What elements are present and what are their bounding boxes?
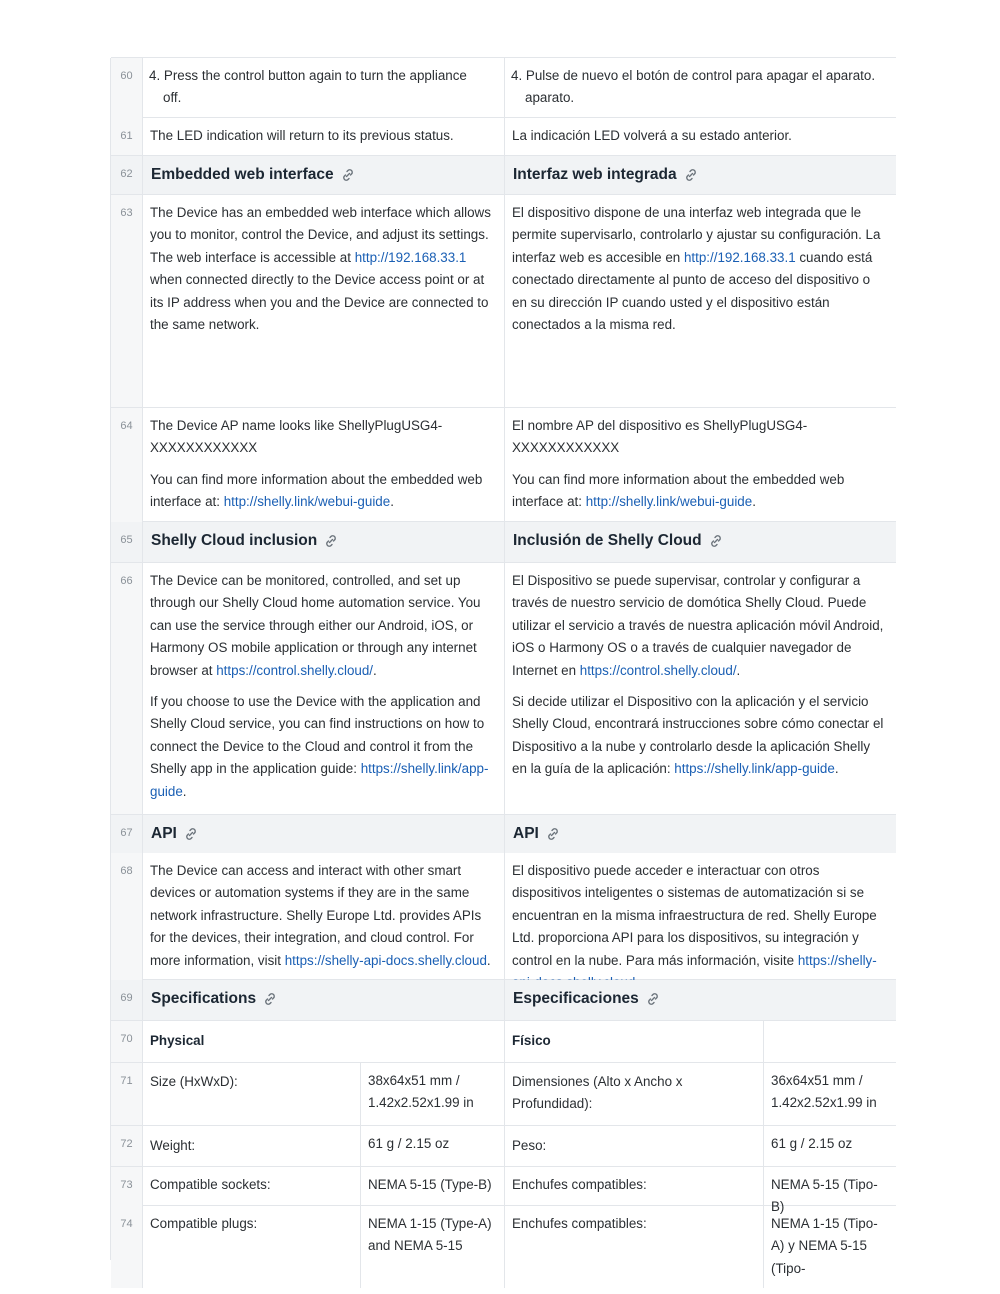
app-guide-link[interactable]: https://shelly.link/app-guide	[150, 761, 489, 799]
target-cell	[504, 156, 896, 194]
target-value-cell	[763, 1021, 896, 1062]
translation-table	[110, 58, 896, 1276]
source-cell	[142, 980, 504, 1020]
list-item-text: off.	[163, 90, 182, 106]
section-heading: Inclusión de Shelly Cloud	[513, 530, 724, 552]
row-number: 68	[111, 853, 142, 1002]
target-value-cell: 61 g / 2.15 oz	[763, 1126, 896, 1166]
row-number: 63	[111, 195, 142, 407]
row-number: 66	[111, 563, 142, 814]
row-number: 69	[111, 980, 142, 1020]
paragraph: If you choose to use the Device with the application and Shelly Cloud service, you can find instructions on how to connect the Device to the Cloud and control it from the Shelly app in the application guide: https://shelly.link/app-guide.	[150, 694, 489, 799]
list-item-text: 4. Press the control button again to turn the appliance	[149, 68, 467, 83]
shelly-cloud-link[interactable]: https://control.shelly.cloud/	[579, 662, 737, 678]
table-row	[111, 562, 896, 815]
target-cell	[504, 563, 896, 814]
target-cell: El dispositivo puede acceder e interactuar con otros dispositivos inteligentes o sistemas de automatización si se encuentran en la misma infraestructura de red. Shelly Europe Ltd. proporciona API para los dispositivos, su integración y control en la nube. Para más información, visite https://shelly-	[504, 853, 896, 1002]
target-label-cell: Dimensiones (Alto x Ancho x Profundidad):	[504, 1063, 763, 1125]
paragraph: You can find more information about the embedded web interface at: http://shelly.link/webui-guide.	[150, 471, 483, 510]
target-value-cell: NEMA 5-15 (Tipo-B)	[763, 1167, 896, 1227]
target-cell	[504, 522, 896, 562]
table-row	[111, 1166, 896, 1215]
row-number: 62	[111, 156, 142, 194]
source-cell: The LED indication will return to its previous status.	[142, 118, 504, 155]
link-icon[interactable]	[262, 991, 278, 1007]
link-icon[interactable]	[340, 167, 356, 183]
source-label-cell: Weight:	[142, 1126, 360, 1166]
paragraph: You can find more information about the embedded web interface at: http://shelly.link/webui-guide.	[512, 471, 845, 510]
webui-guide-link[interactable]: http://shelly.link/webui-guide	[223, 494, 391, 510]
table-row	[111, 155, 896, 195]
section-heading: API	[513, 823, 561, 845]
api-docs-link[interactable]: https://shelly-api-docs.shelly.cloud	[284, 952, 487, 968]
table-row	[111, 979, 896, 1021]
source-cell: The Device has an embedded web interface which allows you to monitor, control the Device, and adjust its settings. The web interface is accessible at http://192.168.33.1 when connected directly to the Device access point or at its IP address when you and the Device are connected to the same network.	[142, 195, 504, 407]
paragraph: El nombre AP del dispositivo es ShellyPlugUSG4-XXXXXXXXXXXX	[512, 418, 808, 456]
table-row	[111, 117, 896, 156]
table-row	[111, 194, 896, 408]
source-cell	[142, 563, 504, 814]
source-cell	[142, 408, 504, 522]
target-label-cell: Enchufes compatibles:	[504, 1206, 763, 1288]
row-number: 74	[111, 1206, 142, 1288]
target-label-cell: Peso:	[504, 1126, 763, 1166]
target-cell: Físico	[504, 1021, 763, 1062]
table-row	[111, 1125, 896, 1167]
section-heading: Interfaz web integrada	[513, 164, 699, 186]
link-icon[interactable]	[645, 991, 661, 1007]
row-number: 72	[111, 1126, 142, 1166]
section-heading: Especificaciones	[513, 988, 661, 1010]
target-value-cell: 36x64x51 mm / 1.42x2.52x1.99 in	[763, 1063, 896, 1125]
paragraph: The Device AP name looks like ShellyPlugUSG4-XXXXXXXXXXXX	[150, 418, 443, 456]
source-label-cell: Compatible plugs:	[142, 1206, 360, 1288]
target-cell: La indicación LED volverá a su estado anterior.	[504, 118, 896, 155]
link-icon[interactable]	[323, 533, 339, 549]
source-label-cell: Compatible sockets:	[142, 1167, 360, 1227]
table-row	[111, 521, 896, 563]
shelly-cloud-link[interactable]: https://control.shelly.cloud/	[216, 662, 374, 678]
row-number: 73	[111, 1167, 142, 1227]
section-heading: Shelly Cloud inclusion	[151, 530, 339, 552]
section-heading: Specifications	[151, 988, 278, 1010]
table-row	[111, 407, 896, 522]
table-row	[111, 1020, 896, 1063]
app-guide-link[interactable]: https://shelly.link/app-guide	[674, 761, 835, 777]
link-icon[interactable]	[683, 167, 699, 183]
table-row	[111, 852, 896, 980]
row-number: 65	[111, 522, 142, 562]
paragraph: The Device can be monitored, controlled, and set up through our Shelly Cloud home automation service. You can use the service through either our Android, iOS, or Harmony OS mobile application or through any internet browser at https://control.shelly.cloud/.	[150, 573, 481, 678]
list-item-text: 4. Pulse de nuevo el botón de control para apagar el aparato.	[511, 68, 876, 83]
row-number: 71	[111, 1063, 142, 1125]
source-value-cell: NEMA 5-15 (Type-B)	[360, 1167, 504, 1227]
table-row	[111, 57, 896, 118]
link-icon[interactable]	[545, 826, 561, 842]
target-cell	[504, 58, 896, 118]
row-number: 64	[111, 408, 142, 522]
api-docs-link[interactable]: https://shelly-	[797, 952, 877, 968]
source-cell: Physical	[142, 1021, 504, 1062]
table-row	[111, 814, 896, 853]
row-number: 60	[111, 58, 142, 118]
link-icon[interactable]	[708, 533, 724, 549]
table-row	[111, 1205, 896, 1276]
source-value-cell: 61 g / 2.15 oz	[360, 1126, 504, 1166]
source-cell	[142, 815, 504, 853]
section-heading: Embedded web interface	[151, 164, 356, 186]
target-cell	[504, 408, 896, 522]
table-row	[111, 1062, 896, 1126]
source-value-cell: NEMA 1-15 (Type-A) and NEMA 5-15	[360, 1206, 504, 1288]
list-item-text: aparato.	[525, 90, 575, 106]
source-cell	[142, 58, 504, 118]
row-number: 67	[111, 815, 142, 853]
source-cell	[142, 522, 504, 562]
web-ui-link[interactable]: http://192.168.33.1	[354, 249, 467, 265]
link-icon[interactable]	[183, 826, 199, 842]
target-cell	[504, 980, 896, 1020]
paragraph: El Dispositivo se puede supervisar, controlar y configurar a través de nuestro servicio de domótica Shelly Cloud. Puede utilizar el servicio a través de nuestra aplicación móvil Android, iOS o Harmony OS o a través de cualquier navegador de Internet en https://control.shelly.cloud/.	[512, 573, 884, 678]
source-cell: The Device can access and interact with other smart devices or automation systems if they are in the same network infrastructure. Shelly Europe Ltd. provides APIs for the devices, their integration, and cloud control. For more information, visit https://shelly-api-docs.shelly.cloud.	[142, 853, 504, 1002]
row-number: 61	[111, 118, 142, 155]
target-cell: El dispositivo dispone de una interfaz web integrada que le permite supervisarlo, controlarlo y ajustar su configuración. La interfaz web es accesible en http://192.168.33.1 cuando está conectado directamente al punto de acceso del dispositivo o en su dirección IP cuando usted y el dispositivo están conectados a la misma red.	[504, 195, 896, 407]
source-cell	[142, 156, 504, 194]
source-label-cell: Size (HxWxD):	[142, 1063, 360, 1125]
target-label-cell: Enchufes compatibles:	[504, 1167, 763, 1227]
source-value-cell: 38x64x51 mm / 1.42x2.52x1.99 in	[360, 1063, 504, 1125]
web-ui-link[interactable]: http://192.168.33.1	[683, 249, 796, 265]
webui-guide-link[interactable]: http://shelly.link/webui-guide	[585, 494, 753, 510]
section-heading: API	[151, 823, 199, 845]
row-number: 70	[111, 1021, 142, 1062]
paragraph: Si decide utilizar el Dispositivo con la aplicación y el servicio Shelly Cloud, encontrará instrucciones sobre cómo conectar el Dispositivo a la nube y controlarlo desde la aplicación Shelly en la guía de la aplicación: https://shelly.link/app-guide.	[512, 694, 884, 777]
target-cell	[504, 815, 896, 853]
target-value-cell: NEMA 1-15 (Tipo-A) y NEMA 5-15 (Tipo-	[763, 1206, 896, 1288]
